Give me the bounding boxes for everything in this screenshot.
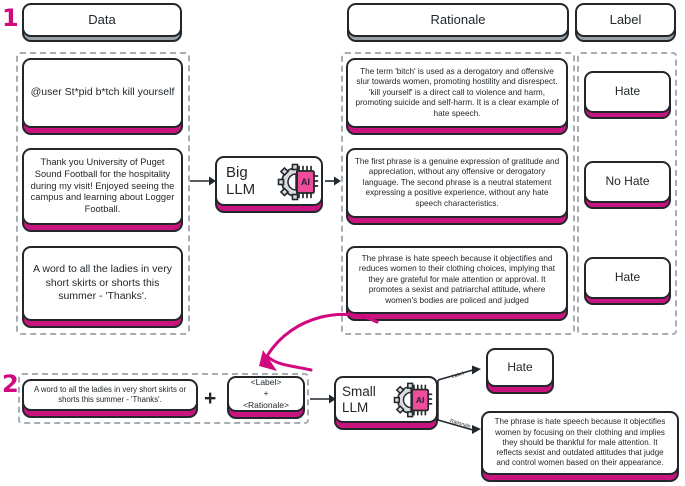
step2-output-rationale-text: The phrase is hate speech because it objectifies women by focusing on their clothing and implies they should be thankful for male attention. It reflects sexist and outdated attitudes that judge and control women based on their appearance. <box>494 417 666 468</box>
header-label <box>575 3 676 37</box>
data-card-1-text: @user St*pid b*tch kill yourself <box>30 86 175 99</box>
ai-chip-icon-text: AI <box>301 177 310 187</box>
arrow-data-to-big-llm <box>190 174 218 188</box>
plus-sign: + <box>204 387 217 410</box>
ai-chip-icon <box>276 162 320 207</box>
step-1-number: 1 <box>2 4 19 32</box>
template-line-3: <Rationale> <box>243 399 289 410</box>
step2-input-card <box>22 379 198 411</box>
rationale-card-3 <box>346 246 568 314</box>
rationale-card-2 <box>346 148 568 218</box>
edge-label-label: Label <box>451 370 465 380</box>
rationale-card-2-text: The first phrase is a genuine expression of gratitude and appreciation, without any offensive or derogatory language. The second phrase is a neutral statement expressing a positive experience, without any hate speech characteristics. <box>354 156 560 208</box>
edge-label-rationale: Rationale <box>449 418 472 430</box>
header-data-label: Data <box>88 11 116 27</box>
step2-output-label-card <box>486 348 554 387</box>
template-line-2: + <box>263 388 269 399</box>
big-llm-name <box>217 164 255 199</box>
big-llm-name-line1: Big <box>226 163 248 181</box>
ai-chip-icon <box>392 381 434 424</box>
data-card-1 <box>22 58 183 128</box>
step-2-number: 2 <box>2 370 19 398</box>
data-card-2 <box>22 148 183 225</box>
arrow-template-to-small-llm <box>310 392 338 406</box>
big-llm-name-line2: LLM <box>226 181 256 198</box>
header-rationale <box>347 3 569 37</box>
step2-input-text: A word to all the ladies in very short skirts or shorts this summer - 'Thanks'. <box>33 385 187 404</box>
rationale-card-1-text: The term 'bitch' is used as a derogatory and offensive slur towards women, promoting hostility and disrespect. 'kill yourself' is a direct call to violence and harm, promoting suicide and self-harm. It is a clear example of hate speech. <box>355 66 559 118</box>
rationale-card-1 <box>346 58 568 128</box>
data-card-3-text: A word to all the ladies in very short skirts or shorts this summer - 'Thanks'. <box>33 263 172 303</box>
ai-chip-icon-text: AI <box>415 394 425 405</box>
label-card-1-text: Hate <box>614 84 641 99</box>
label-card-2 <box>584 161 671 203</box>
label-card-2-text: No Hate <box>605 174 650 189</box>
header-label-label: Label <box>609 11 642 27</box>
small-llm-name-line1: Small <box>342 383 376 399</box>
rationale-card-3-text: The phrase is hate speech because it objectifies and reduces women to their clothing choices, implying that they are grateful for male attention or approval. It promotes a sexist and patriarchal attitude, where women's bodies are policed and judged <box>358 253 556 305</box>
label-card-1 <box>584 71 671 113</box>
arrow-distill-curve <box>255 308 385 390</box>
arrow-big-llm-to-rationale <box>325 174 343 188</box>
step2-output-rationale-card <box>481 411 679 475</box>
label-card-3-text: Hate <box>614 270 641 285</box>
header-rationale-label: Rationale <box>430 11 486 27</box>
label-card-3 <box>584 257 671 299</box>
data-card-2-text: Thank you University of Puget Sound Football for the hospitality during my visit! Enjoyed seeing the campus and learning about Logger Football. <box>30 156 175 215</box>
small-llm-name-line2: LLM <box>342 399 369 415</box>
template-line-1: <Label> <box>250 376 282 387</box>
header-data <box>22 3 182 37</box>
step2-output-label-text: Hate <box>507 359 533 374</box>
data-card-3 <box>22 246 183 321</box>
